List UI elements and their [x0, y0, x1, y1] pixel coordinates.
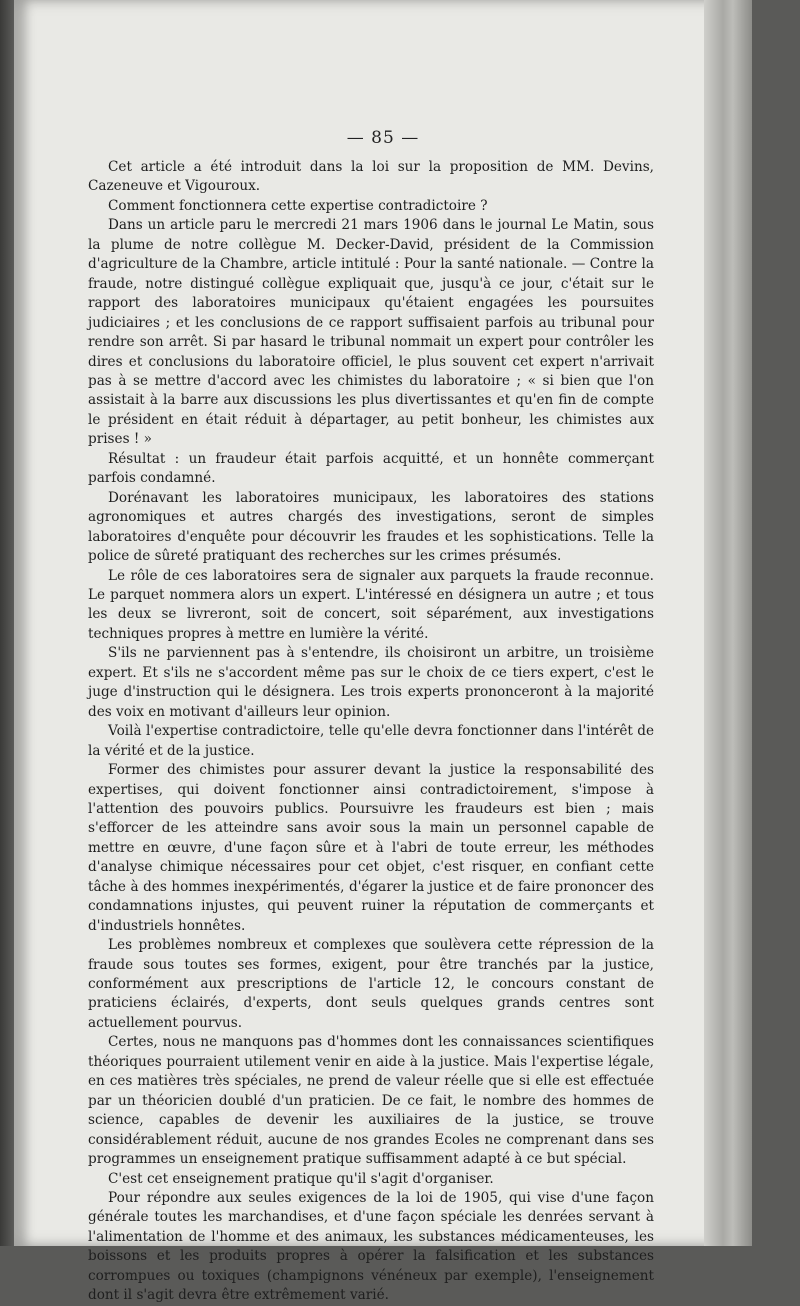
- page-edge: [704, 0, 752, 1246]
- paragraph: Cet article a été introduit dans la loi sur la proposition de MM. Devins, Cazeneuve et Vigouroux.: [88, 159, 654, 195]
- paragraph: Le rôle de ces laboratoires sera de signaler aux parquets la fraude reconnue. Le parquet nommera alors un expert. L'intéressé en désignera un autre ; et tous les deux se livreront, soit de concert, soit séparément, aux investigations techniques propres à mettre en lumière la vérité.: [88, 567, 654, 642]
- paragraph: Dorénavant les laboratoires municipaux, les laboratoires des stations agronomiques et autres chargés des investigations, seront de simples laboratoires d'enquête pour découvrir les fraudes et les sophistications. Telle la police de sûreté pratiquant des recherches sur les crimes présumés.: [88, 489, 654, 565]
- paragraph: Certes, nous ne manquons pas d'hommes dont les connaissances scientifiques théoriques pourraient utilement venir en aide à la justice. Mais l'expertise légale, en ces matières très spéciales, ne prend de valeur réelle que si elle est effectuée par un théoricien doublé d'un praticien. De ce fait, le nombre des hommes de science, capables de devenir les auxiliaires de la justice, se trouve considérablement réduit, aucune de nos grandes Ecoles ne comprenant dans ses programmes un enseignement pratique suffisamment adapté à ce but spécial.: [88, 1034, 654, 1168]
- paragraph: Résultat : un fraudeur était parfois acquitté, et un honnête commerçant parfois condamné.: [88, 450, 654, 487]
- binding-shadow: [0, 0, 14, 1246]
- document-page: [14, 0, 752, 1304]
- body-text: [88, 158, 654, 1306]
- paragraph: C'est cet enseignement pratique qu'il s'agit d'organiser.: [108, 1170, 494, 1187]
- paragraph: Comment fonctionnera cette expertise contradictoire ?: [108, 197, 488, 214]
- page-number: — 85 —: [346, 128, 420, 148]
- paragraph: Former des chimistes pour assurer devant la justice la responsabilité des expertises, qui doivent fonctionner ainsi contradictoirement, s'impose à l'attention des pouvoirs publics. Poursuivre les fraudeurs est bien ; mais s'efforcer de les atteindre sans avoir sous la main un personnel capable de mettre en œuvre, d'une façon sûre et à l'abri de toute erreur, les méthodes d'analyse chimique nécessaires pour cet objet, c'est risquer, en confiant cette tâche à des hommes inexpérimentés, d'égarer la justice et de faire prononcer des condamnations injustes, qui peuvent ruiner la réputation de commerçants et d'industriels honnêtes.: [88, 762, 654, 934]
- paragraph: S'ils ne parviennent pas à s'entendre, ils choisiront un arbitre, un troisième expert. Et s'ils ne s'accordent même pas sur le choix de ce tiers expert, c'est le juge d'instruction qui le désignera. Les trois experts prononceront à la majorité des voix en motivant d'ailleurs leur opinion.: [88, 645, 654, 720]
- paragraph: Voilà l'expertise contradictoire, telle qu'elle devra fonctionner dans l'intérêt de la vérité et de la justice.: [88, 723, 654, 759]
- paragraph: Les problèmes nombreux et complexes que soulèvera cette répression de la fraude sous toutes ses formes, exigent, pour être tranchés par la justice, conformément aux prescriptions de l'article 12, le concours constant de praticiens éclairés, d'experts, dont seuls quelques grands centres sont actuellement pourvus.: [88, 937, 654, 1031]
- paragraph: Dans un article paru le mercredi 21 mars 1906 dans le journal Le Matin, sous la plume de notre collègue M. Decker-David, président de la Commission d'agriculture de la Chambre, article intitulé : Pour la santé nationale. — Contre la fraude, notre distingué collègue expliquait que, jusqu'à ce jour, c'était sur le rapport des laboratoires municipaux qu'étaient engagées les poursuites judiciaires ; et les conclusions de ce rapport suffisaient parfois au tribunal pour rendre son arrêt. Si par hasard le tribunal nommait un expert pour contrôler les dires et conclusions du laboratoire officiel, le plus souvent cet expert n'arrivait pas à se mettre d'accord avec les chimistes du laboratoire ; « si bien que l'on assistait à la barre aux discussions les plus divertissantes et qu'en fin de compte le président en était réduit à départager, au petit bonheur, les chimistes aux prises ! »: [88, 217, 654, 448]
- paragraph: Pour répondre aux seules exigences de la loi de 1905, qui vise d'une façon générale toutes les marchandises, et d'une façon spéciale les denrées servant à l'alimentation de l'homme et des animaux, les substances médicamenteuses, les boissons et les produits propres à opérer la falsification et les substances corrompues ou toxiques (champignons vénéneux par exemple), l'enseignement dont il s'agit devra être extrêmement varié.: [88, 1190, 654, 1304]
